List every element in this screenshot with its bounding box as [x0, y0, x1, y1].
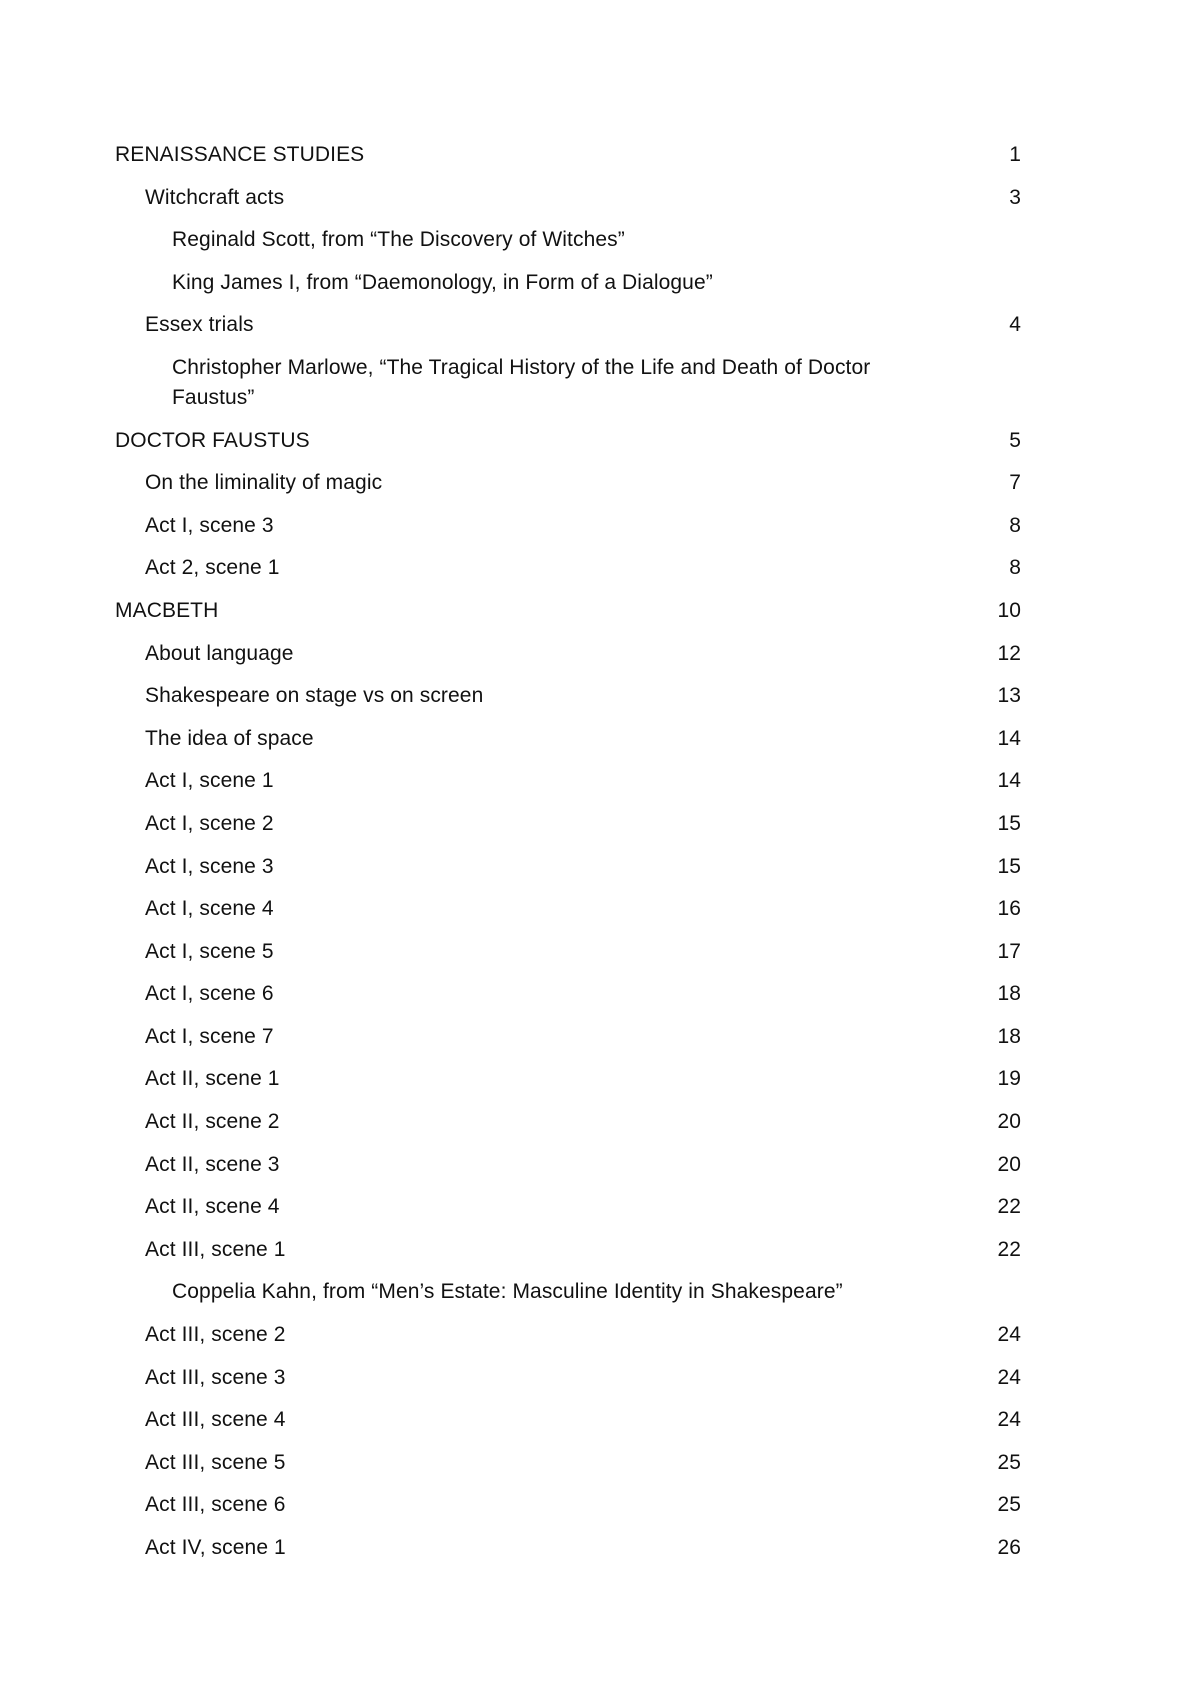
toc-entry-title: Act I, scene 3 — [145, 513, 274, 537]
toc-entry — [115, 1490, 1021, 1520]
toc-entry-title: The idea of space — [145, 726, 314, 750]
toc-entry-title: Act III, scene 1 — [145, 1237, 286, 1261]
toc-entry-title: RENAISSANCE STUDIES — [115, 143, 365, 166]
toc-entry-page-number: 4 — [1009, 313, 1021, 337]
toc-entry — [115, 468, 1021, 498]
toc-entry-title: DOCTOR FAUSTUS — [115, 428, 310, 452]
toc-entry-page-number: 5 — [1009, 428, 1021, 452]
toc-entry — [115, 681, 1021, 711]
toc-entry-title: Act I, scene 5 — [145, 939, 274, 963]
toc-entry-page-number: 22 — [997, 1237, 1021, 1261]
toc-entry — [115, 639, 1021, 669]
toc-entry — [115, 1320, 1021, 1350]
toc-entry — [115, 724, 1021, 754]
toc-entry-page-number: 14 — [997, 769, 1021, 793]
toc-entry — [115, 1235, 1021, 1265]
toc-entry-page-number: 24 — [997, 1365, 1021, 1389]
toc-entry-title: Act I, scene 7 — [145, 1024, 274, 1048]
toc-entry-page-number: 24 — [997, 1323, 1021, 1347]
toc-entry — [115, 353, 1021, 413]
toc-entry-title: Act 2, scene 1 — [145, 556, 280, 580]
toc-entry-page-number: 20 — [997, 1110, 1021, 1134]
toc-entry — [115, 1405, 1021, 1435]
toc-entry — [115, 140, 1021, 170]
toc-entry — [115, 1192, 1021, 1222]
toc-entry-page-number: 19 — [997, 1067, 1021, 1091]
toc-entry-title: MACBETH — [115, 598, 219, 622]
toc-entry — [115, 979, 1021, 1009]
toc-entry-title: Act II, scene 3 — [145, 1152, 280, 1176]
toc-entry — [115, 1448, 1021, 1478]
toc-entry — [115, 183, 1021, 213]
toc-entry-title: Christopher Marlowe, “The Tragical History of the Life and Death of Doctor Faustus” — [172, 355, 871, 409]
toc-entry-title: Coppelia Kahn, from “Men’s Estate: Masculine Identity in Shakespeare” — [172, 1280, 843, 1304]
toc-entry-title: Act II, scene 2 — [145, 1110, 280, 1134]
toc-entry — [115, 894, 1021, 924]
toc-entry-page-number: 26 — [997, 1536, 1021, 1559]
toc-entry — [115, 766, 1021, 796]
toc-entry-title: Act II, scene 4 — [145, 1195, 280, 1219]
toc-entry — [115, 1150, 1021, 1180]
toc-entry-page-number: 12 — [997, 641, 1021, 665]
toc-entry-page-number: 22 — [997, 1195, 1021, 1219]
toc-entry-title: About language — [145, 641, 294, 665]
toc-entry-title: Act III, scene 4 — [145, 1408, 286, 1432]
toc-entry — [115, 1064, 1021, 1094]
toc-entry — [115, 1363, 1021, 1393]
toc-entry — [115, 268, 1021, 298]
toc-entry-title: Act I, scene 6 — [145, 982, 274, 1006]
toc-entry-title: Act IV, scene 1 — [145, 1536, 286, 1559]
toc-entry — [115, 1107, 1021, 1137]
toc-entry-page-number: 25 — [997, 1450, 1021, 1474]
toc-entry — [115, 937, 1021, 967]
toc-entry-title: Witchcraft acts — [145, 185, 285, 209]
toc-entry-page-number: 8 — [1009, 556, 1021, 580]
toc-entry-page-number: 15 — [997, 854, 1021, 878]
toc-entry-page-number: 7 — [1009, 471, 1021, 495]
toc-entry — [115, 310, 1021, 340]
toc-entry-page-number: 8 — [1009, 513, 1021, 537]
toc-entry-title: Act I, scene 2 — [145, 811, 274, 835]
toc-entry-title: Act II, scene 1 — [145, 1067, 280, 1091]
toc-entry-page-number: 20 — [997, 1152, 1021, 1176]
toc-entry — [115, 1277, 1021, 1307]
toc-entry-title: On the liminality of magic — [145, 471, 383, 495]
toc-entry — [115, 553, 1021, 583]
toc-entry-page-number: 14 — [997, 726, 1021, 750]
toc-entry-title: Act III, scene 6 — [145, 1493, 286, 1517]
toc-entry-page-number: 16 — [997, 897, 1021, 921]
toc-entry — [115, 1022, 1021, 1052]
toc-entry-page-number: 15 — [997, 811, 1021, 835]
toc-entry-title: Act III, scene 3 — [145, 1365, 286, 1389]
table-of-contents — [115, 140, 1021, 1576]
toc-entry — [115, 511, 1021, 541]
toc-entry-title: Essex trials — [145, 313, 254, 337]
toc-entry-page-number: 18 — [997, 1024, 1021, 1048]
toc-entry-title: Act I, scene 1 — [145, 769, 274, 793]
toc-entry-title: King James I, from “Daemonology, in Form of a Dialogue” — [172, 270, 713, 294]
toc-entry-title: Act I, scene 3 — [145, 854, 274, 878]
toc-entry-title: Reginald Scott, from “The Discovery of Witches” — [172, 228, 625, 252]
toc-entry-title: Act III, scene 2 — [145, 1323, 286, 1347]
toc-entry-title: Act I, scene 4 — [145, 897, 274, 921]
toc-entry-title: Act III, scene 5 — [145, 1450, 286, 1474]
toc-entry-page-number: 17 — [997, 939, 1021, 963]
toc-entry-page-number: 1 — [1009, 143, 1021, 166]
toc-entry — [115, 426, 1021, 456]
toc-entry-page-number: 10 — [997, 598, 1021, 622]
toc-entry — [115, 225, 1021, 255]
toc-entry — [115, 809, 1021, 839]
toc-entry — [115, 596, 1021, 626]
toc-entry-title: Shakespeare on stage vs on screen — [145, 684, 484, 708]
toc-entry — [115, 852, 1021, 882]
toc-entry-page-number: 24 — [997, 1408, 1021, 1432]
toc-entry-page-number: 18 — [997, 982, 1021, 1006]
toc-entry-page-number: 3 — [1009, 185, 1021, 209]
toc-entry-page-number: 25 — [997, 1493, 1021, 1517]
toc-entry-page-number: 13 — [997, 684, 1021, 708]
toc-entry — [115, 1533, 1021, 1563]
